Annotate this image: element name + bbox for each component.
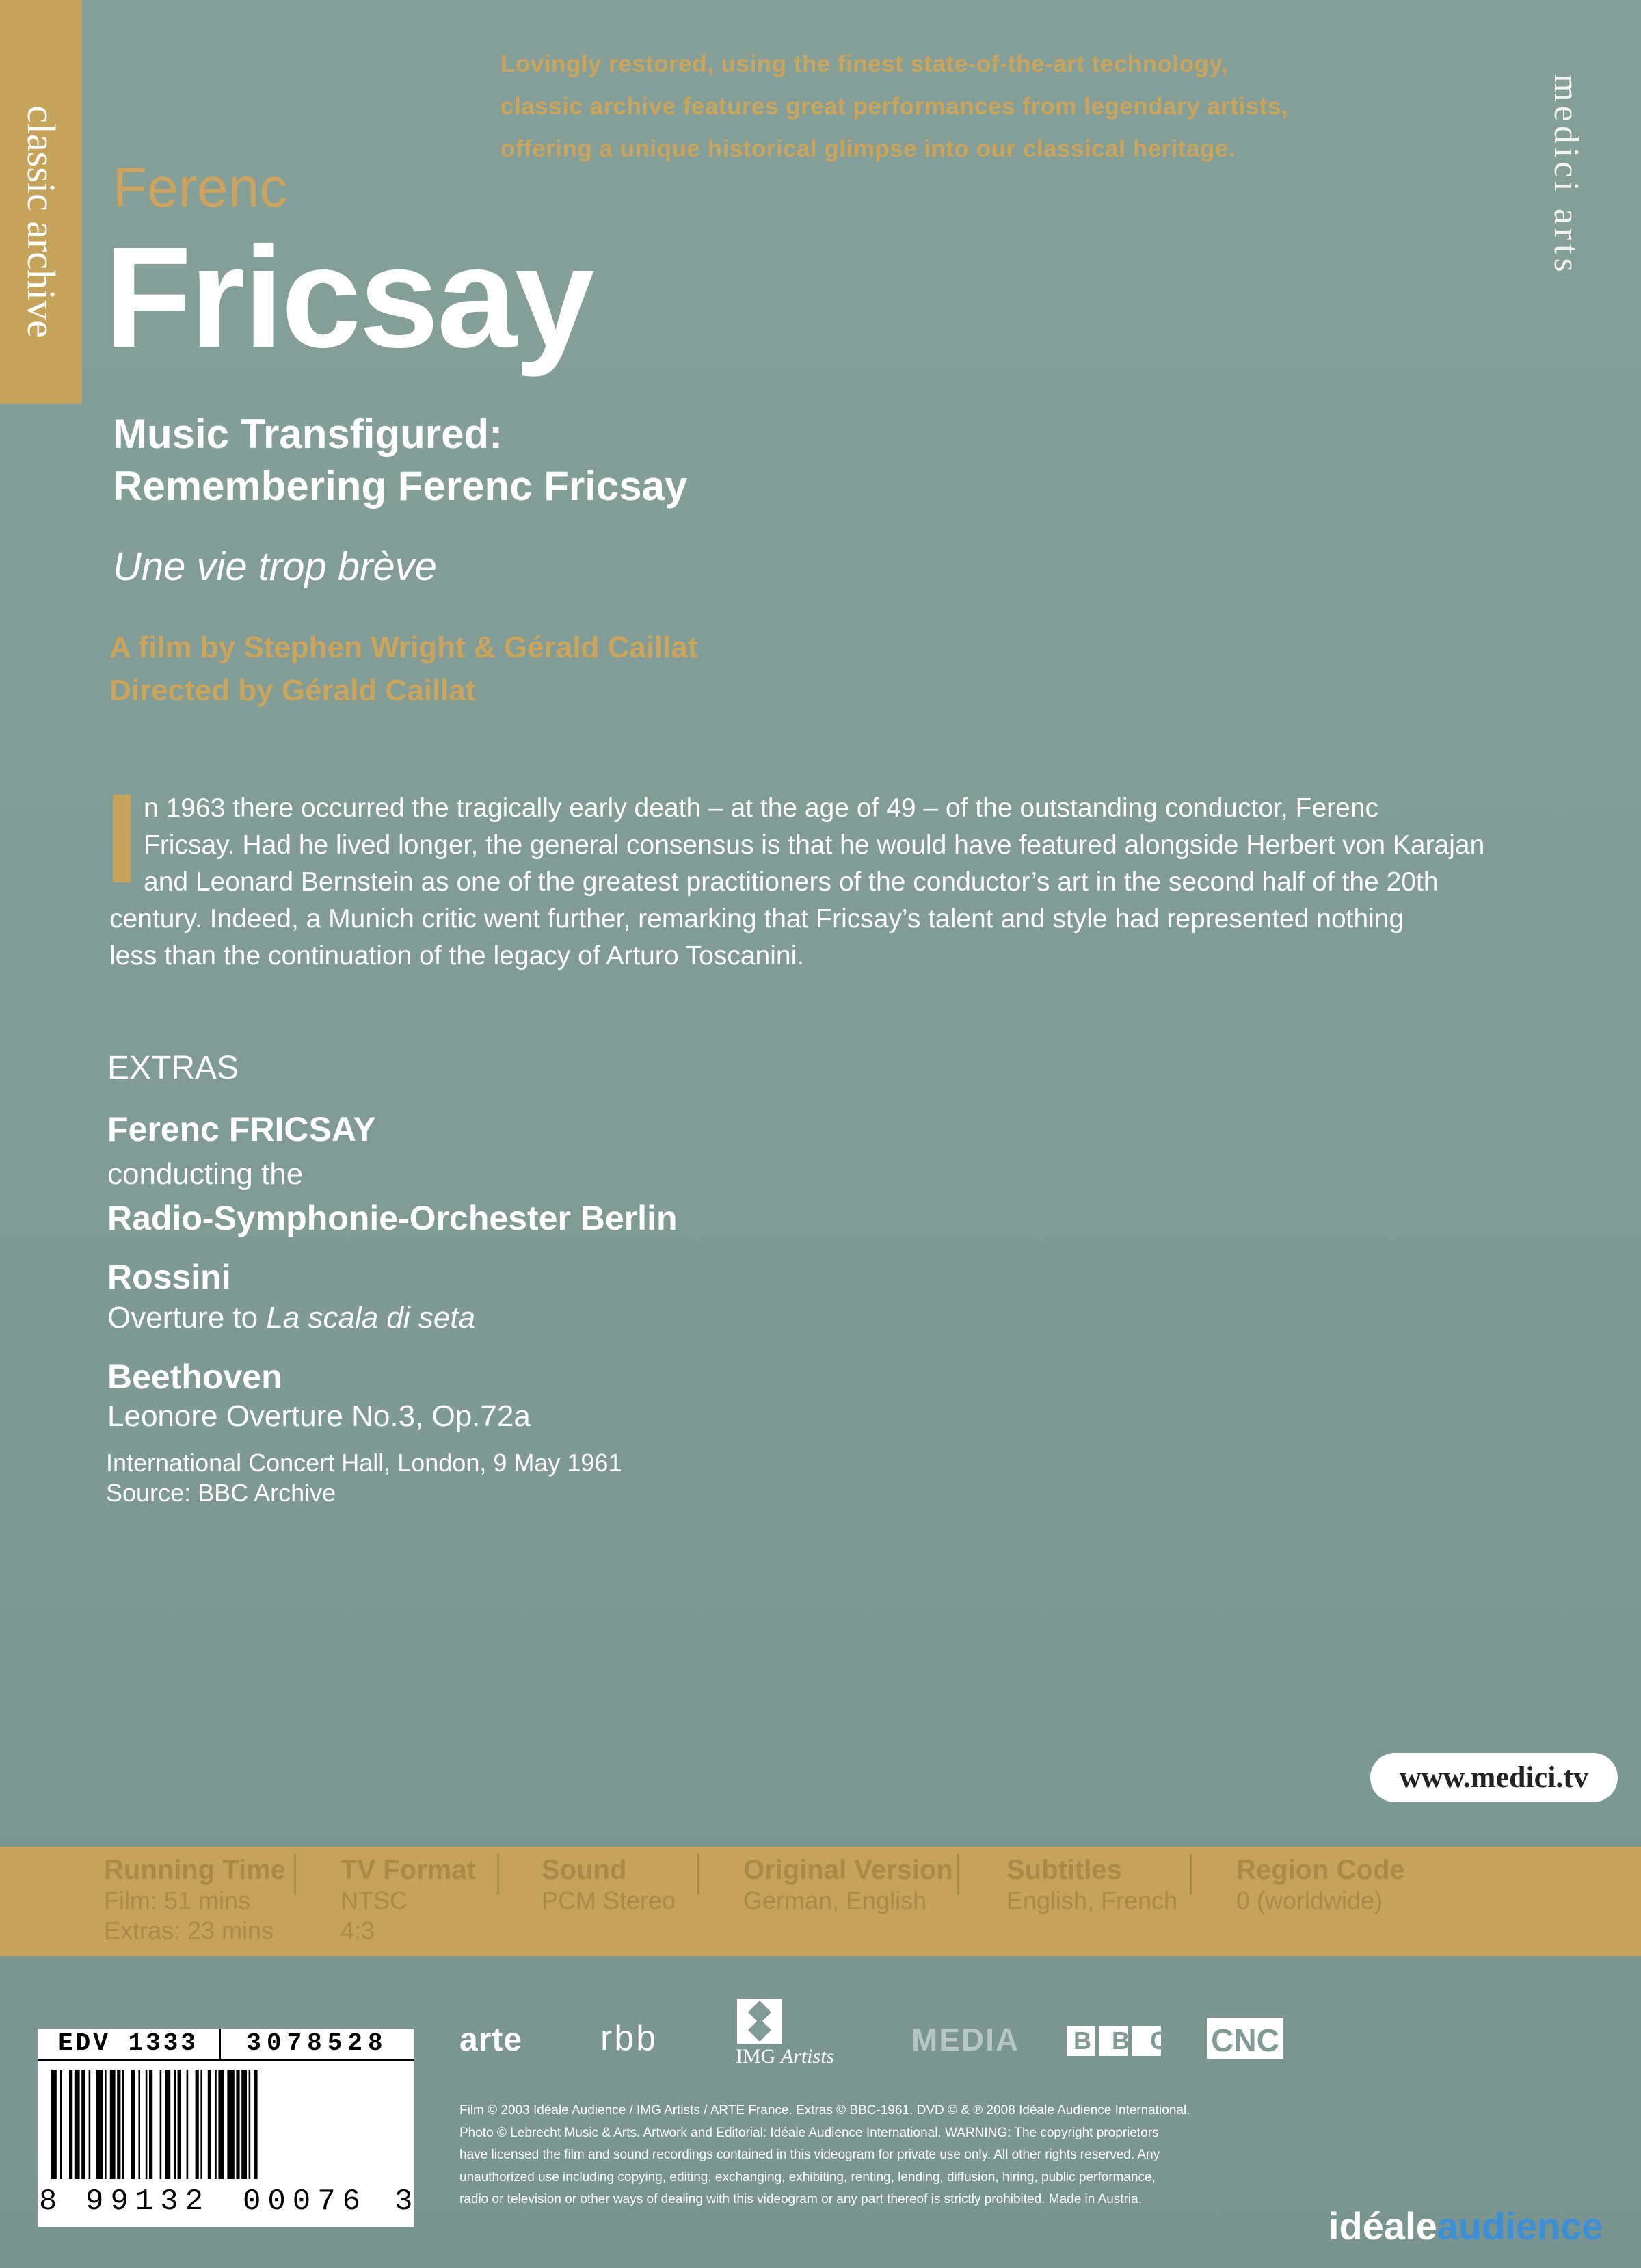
tagline-line-1: Lovingly restored, using the finest state-of-the-art technology, bbox=[501, 51, 1228, 77]
artist-last-name: Fricsay bbox=[104, 217, 593, 378]
extras-source: Source: BBC Archive bbox=[106, 1479, 336, 1507]
extras-composer-2: Beethoven bbox=[107, 1358, 282, 1396]
description-line-2: Fricsay. Had he lived longer, the general consensus is that he would have featured alongside Herbert von Karajan bbox=[144, 830, 1485, 860]
extras-heading: EXTRAS bbox=[107, 1050, 239, 1086]
barcode-bar bbox=[236, 2070, 239, 2179]
barcode-bar bbox=[196, 2070, 199, 2179]
barcode-digit-last: 3 bbox=[395, 2185, 413, 2219]
spec-divider bbox=[294, 1854, 296, 1895]
series-label: classic archive bbox=[19, 105, 64, 338]
bbc-logo: BBC bbox=[1067, 2026, 1161, 2056]
spec-divider bbox=[1190, 1854, 1192, 1895]
extras-conductor: Ferenc FRICSAY bbox=[107, 1110, 376, 1148]
legal-line: Photo © Lebrecht Music & Arts. Artwork and Editorial: Idéale Audience International. WARNING: The copyright proprietors bbox=[459, 2125, 1159, 2140]
publisher-logo: medici arts bbox=[1547, 74, 1586, 276]
spec-region-code: Region Code 0 (worldwide) bbox=[1236, 1855, 1405, 1914]
extras-orchestra: Radio-Symphonie-Orchester Berlin bbox=[107, 1199, 678, 1237]
description-line-3: and Leonard Bernstein as one of the greatest practitioners of the conductor’s art in the second half of the 20th bbox=[144, 867, 1439, 897]
barcode-bar bbox=[187, 2070, 189, 2179]
spec-divider bbox=[697, 1854, 699, 1895]
barcode-bar bbox=[60, 2070, 62, 2179]
spec-running-time: Running Time Film: 51 mins Extras: 23 mins bbox=[104, 1855, 286, 1944]
distributor-logo: idéaleaudience bbox=[1329, 2204, 1603, 2247]
barcode-digit-first: 8 bbox=[39, 2185, 57, 2219]
barcode-bar bbox=[75, 2070, 80, 2179]
spec-tv-format: TV Format NTSC 4:3 bbox=[341, 1855, 476, 1944]
barcode-bar bbox=[218, 2070, 224, 2179]
barcode-bar bbox=[149, 2070, 152, 2179]
barcode-bar bbox=[117, 2070, 120, 2179]
legal-line: Film © 2003 Idéale Audience / IMG Artists / ARTE France. Extras © BBC-1961. DVD © & ℗ 2008 Idéale Audience International. bbox=[459, 2103, 1190, 2118]
legal-line: unauthorized use including copying, editing, exchanging, exhibiting, renting, lending, diffusion, hiring, public performance, bbox=[459, 2170, 1156, 2185]
extras-venue: International Concert Hall, London, 9 May 1961 bbox=[106, 1449, 622, 1477]
credit-line-2: Directed by Gérald Caillat bbox=[109, 674, 476, 707]
img-artists-emblem-icon bbox=[737, 1999, 782, 2044]
barcode-bar bbox=[131, 2070, 135, 2179]
barcode-bar bbox=[178, 2070, 181, 2179]
barcode-bar bbox=[160, 2070, 162, 2179]
barcode-bar bbox=[249, 2070, 251, 2179]
legal-line: radio or television or other ways of dealing with this videogram or any part thereof is strictly prohibited. Made in Austria. bbox=[459, 2192, 1142, 2206]
barcode-bar bbox=[227, 2070, 234, 2179]
description-line-1: n 1963 there occurred the tragically early death – at the age of 49 – of the outstanding conductor, Ferenc bbox=[144, 793, 1379, 823]
legal-notice bbox=[459, 2100, 1280, 2211]
barcode-bar bbox=[146, 2070, 148, 2179]
barcode-bar bbox=[96, 2070, 103, 2179]
tech-specs-band bbox=[0, 1847, 1641, 1956]
barcode-bar bbox=[165, 2070, 170, 2179]
credit-line-1: A film by Stephen Wright & Gérald Caillat bbox=[109, 631, 698, 664]
barcode-bar bbox=[105, 2070, 107, 2179]
artist-first-name: Ferenc bbox=[113, 157, 288, 219]
barcode bbox=[38, 2029, 414, 2227]
catalog-number: EDV 1333 3078528 bbox=[38, 2029, 414, 2061]
barcode-bar bbox=[215, 2070, 217, 2179]
barcode-digits-left: 99132 bbox=[85, 2185, 211, 2219]
spec-sound: Sound PCM Stereo bbox=[542, 1855, 676, 1914]
barcode-bar bbox=[122, 2070, 124, 2179]
legal-line: have licensed the film and sound recordings contained in this videogram for private use only. All other rights reserved. Any bbox=[459, 2148, 1160, 2162]
barcode-digits-right: 00076 bbox=[243, 2185, 368, 2219]
tagline-line-2: classic archive features great performances from legendary artists, bbox=[501, 93, 1289, 120]
title-line-1: Music Transfigured: bbox=[113, 411, 503, 457]
extras-conducting: conducting the bbox=[107, 1157, 304, 1191]
description-line-4: century. Indeed, a Munich critic went further, remarking that Fricsay’s talent and style had represented nothing bbox=[109, 904, 1404, 934]
extras-work-1: Overture to La scala di seta bbox=[107, 1301, 476, 1334]
extras-work-2: Leonore Overture No.3, Op.72a bbox=[107, 1399, 531, 1433]
barcode-bar bbox=[241, 2070, 247, 2179]
tagline-line-3: offering a unique historical glimpse into our classical heritage. bbox=[501, 135, 1236, 162]
spec-original-version: Original Version German, English bbox=[743, 1855, 953, 1914]
extras-composer-1: Rossini bbox=[107, 1258, 231, 1296]
barcode-bars bbox=[51, 2070, 400, 2179]
img-artists-logo: IMG Artists bbox=[736, 2045, 835, 2068]
spec-divider bbox=[497, 1854, 499, 1895]
barcode-bar bbox=[110, 2070, 116, 2179]
cnc-logo: CNC bbox=[1207, 2018, 1283, 2059]
spec-subtitles: Subtitles English, French bbox=[1006, 1855, 1178, 1914]
description-line-5: less than the continuation of the legacy of Arturo Toscanini. bbox=[109, 941, 805, 971]
barcode-bar bbox=[200, 2070, 202, 2179]
spec-divider bbox=[957, 1854, 959, 1895]
barcode-bar bbox=[208, 2070, 211, 2179]
title-line-2: Remembering Ferenc Fricsay bbox=[113, 463, 688, 509]
barcode-bar bbox=[51, 2070, 57, 2179]
barcode-bar bbox=[81, 2070, 85, 2179]
rbb-logo: rbb bbox=[600, 2018, 658, 2058]
arte-logo: arte bbox=[459, 2022, 523, 2058]
website-badge[interactable]: www.medici.tv bbox=[1370, 1753, 1618, 1802]
alternate-title: Une vie trop brève bbox=[113, 544, 437, 589]
media-logo: MEDIA bbox=[911, 2022, 1020, 2057]
barcode-bar bbox=[89, 2070, 91, 2179]
barcode-bar bbox=[254, 2070, 257, 2179]
barcode-bar bbox=[138, 2070, 140, 2179]
barcode-bar bbox=[69, 2070, 72, 2179]
drop-cap-bar bbox=[113, 795, 131, 882]
barcode-bar bbox=[174, 2070, 176, 2179]
